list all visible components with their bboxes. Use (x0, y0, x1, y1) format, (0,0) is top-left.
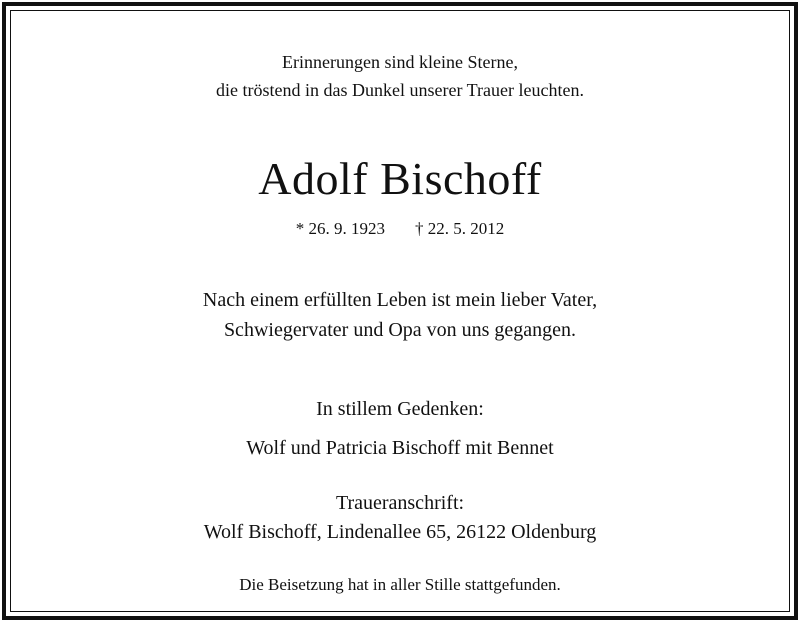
life-dates (0, 219, 800, 239)
verse-line-1: Erinnerungen sind kleine Sterne, (282, 52, 518, 72)
birth-date: * 26. 9. 1923 (295, 219, 385, 238)
address-label: Traueranschrift: (335, 492, 465, 514)
message-line-2: Schwiegervater und Opa von uns gegangen. (223, 319, 577, 341)
address-value: Wolf Bischoff, Lindenallee 65, 26122 Oldenburg (203, 521, 597, 543)
mourners-names: Wolf und Patricia Bischoff mit Bennet (246, 437, 554, 459)
message-line-1: Nach einem erfüllten Leben ist mein lieber Vater, (202, 289, 598, 311)
footer-note: Die Beisetzung hat in aller Stille stattgefunden. (239, 575, 561, 594)
verse-line-2: die tröstend in das Dunkel unserer Trauer leuchten. (216, 80, 584, 100)
death-date: † 22. 5. 2012 (415, 219, 505, 238)
deceased-name: Adolf Bischoff (258, 153, 542, 204)
mourners-heading: In stillem Gedenken: (316, 398, 484, 420)
